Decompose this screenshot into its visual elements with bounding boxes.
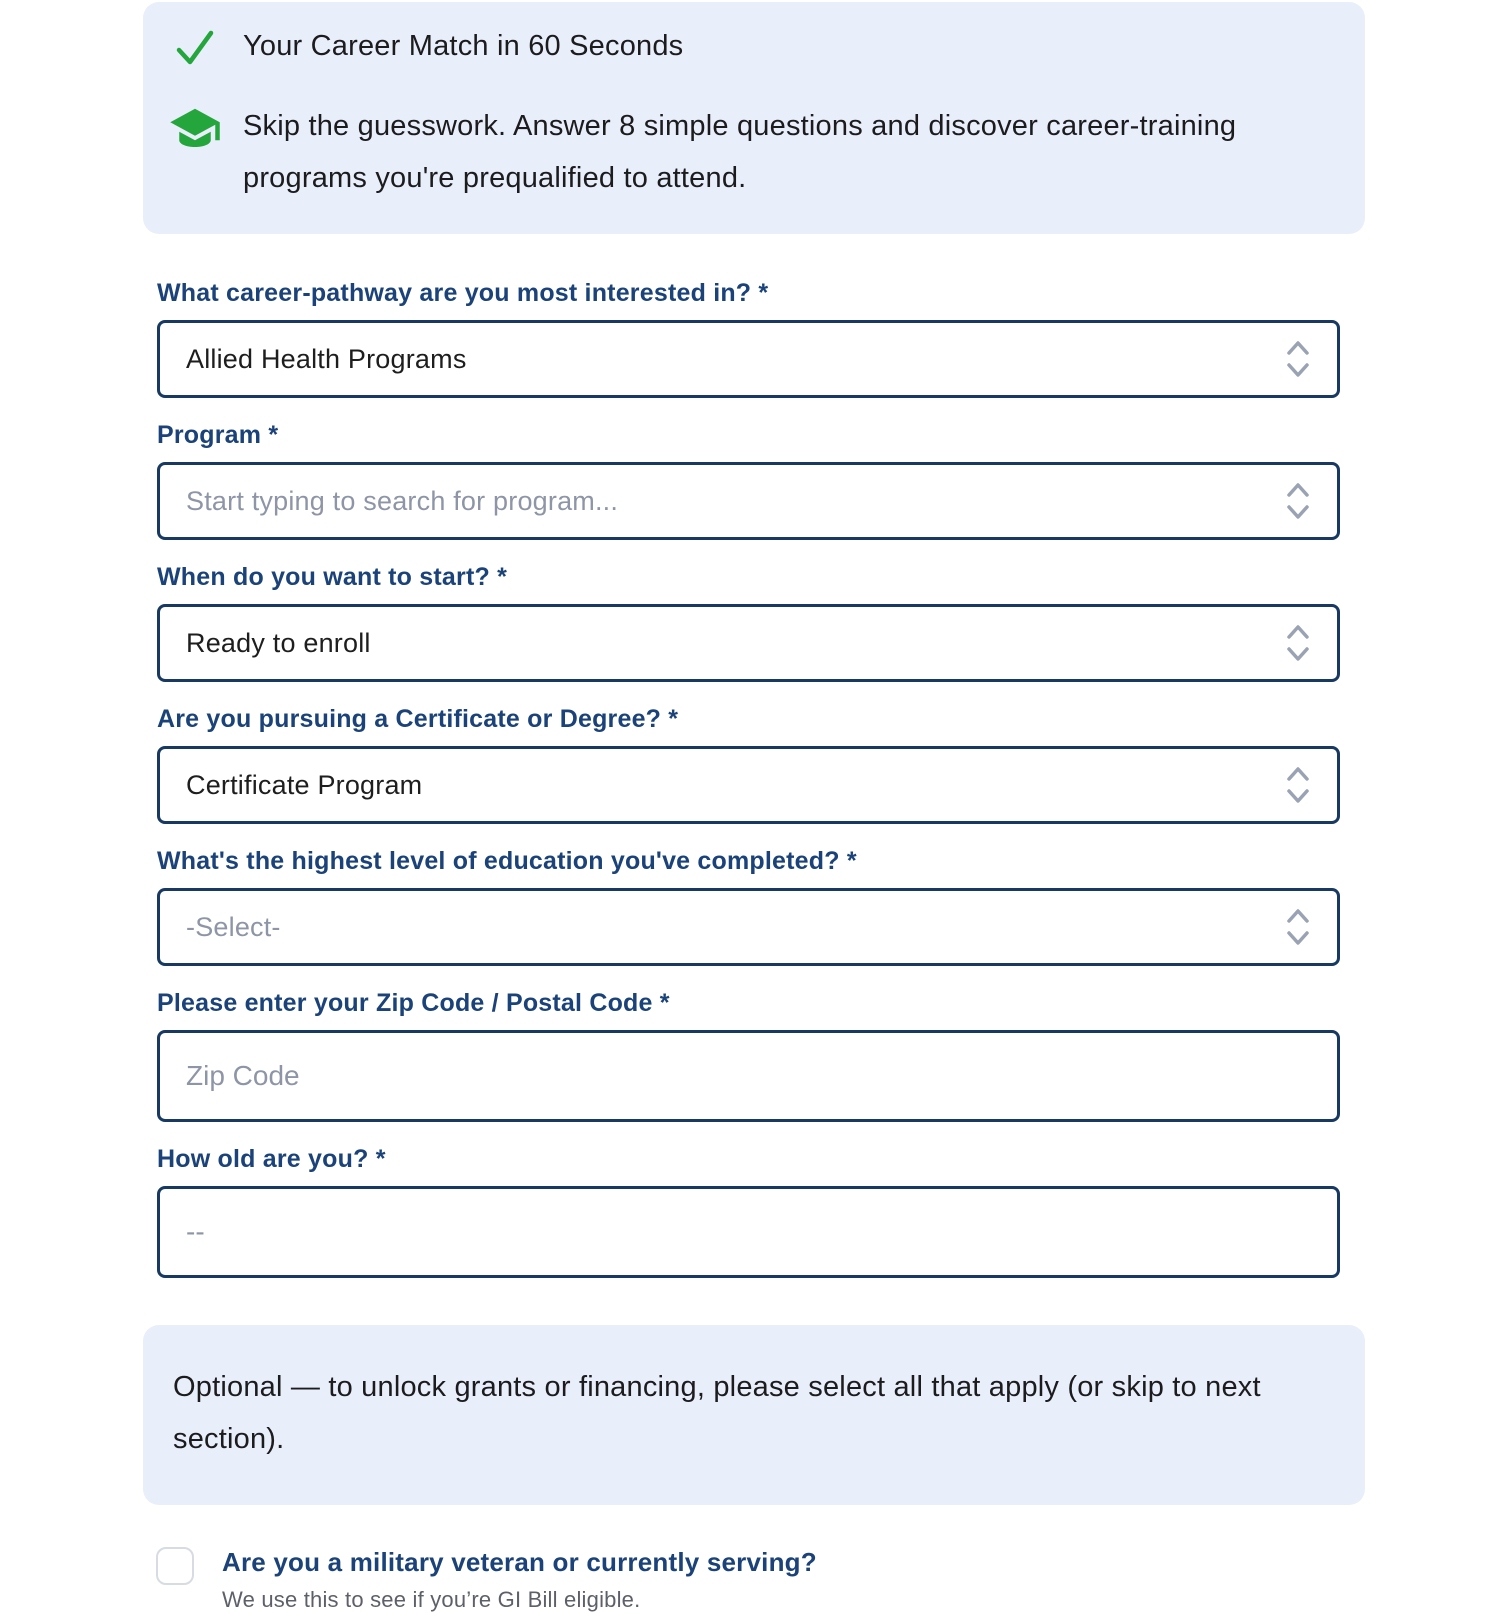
graduation-cap-icon [169,102,221,156]
field-group-certificate-degree [157,705,1353,824]
career-pathway-select[interactable] [157,320,1340,398]
start-date-selected-value: Ready to enroll [186,627,371,658]
age-label: How old are you? * [157,1145,386,1173]
certificate-degree-label: Are you pursuing a Certificate or Degree? * [157,705,679,733]
chevron-updown-icon [1285,621,1311,665]
education-level-select[interactable] [157,888,1340,966]
zip-code-input[interactable] [160,1033,1337,1119]
intro-callout [143,2,1365,234]
form-area [143,279,1353,1278]
field-group-career-pathway [157,279,1353,398]
optional-note-text: Optional — to unlock grants or financing, please select all that apply (or skip to next section). [173,1371,1261,1455]
zip-code-label: Please enter your Zip Code / Postal Code * [157,989,670,1017]
field-group-age [157,1145,1353,1278]
start-date-label: When do you want to start? * [157,563,508,591]
program-label: Program * [157,421,279,449]
field-group-zip-code [157,989,1353,1122]
field-group-program [157,421,1353,540]
chevron-updown-icon [1285,905,1311,949]
chevron-updown-icon [1285,479,1311,523]
career-pathway-label: What career-pathway are you most interested in? * [157,279,769,307]
callout-subtitle-row [169,100,1335,204]
chevron-updown-icon [1285,337,1311,381]
program-select[interactable] [157,462,1340,540]
callout-subtitle: Skip the guesswork. Answer 8 simple questions and discover career-training programs you're prequalified to attend. [243,110,1237,194]
veteran-texts [222,1545,817,1613]
program-placeholder-value: Start typing to search for program... [186,485,619,516]
checkmark-icon [169,28,221,68]
chevron-updown-icon [1285,763,1311,807]
field-group-education-level [157,847,1353,966]
veteran-question-label: Are you a military veteran or currently serving? [222,1547,817,1577]
certificate-degree-selected-value: Certificate Program [186,769,423,800]
callout-title-row [169,26,1335,68]
start-date-select[interactable] [157,604,1340,682]
education-level-label: What's the highest level of education you've completed? * [157,847,857,875]
veteran-question-row [156,1545,1365,1613]
callout-title: Your Career Match in 60 Seconds [243,30,684,62]
content-column [143,0,1365,1613]
education-level-placeholder-value: -Select- [186,911,281,942]
certificate-degree-select[interactable] [157,746,1340,824]
zip-code-field-box [157,1030,1340,1122]
veteran-hint-text: We use this to see if you’re GI Bill eligible. [222,1587,641,1612]
optional-section-note [143,1325,1365,1505]
veteran-checkbox[interactable] [156,1547,194,1585]
age-input[interactable] [160,1189,1337,1275]
career-pathway-selected-value: Allied Health Programs [186,343,467,374]
age-field-box [157,1186,1340,1278]
field-group-start-date [157,563,1353,682]
